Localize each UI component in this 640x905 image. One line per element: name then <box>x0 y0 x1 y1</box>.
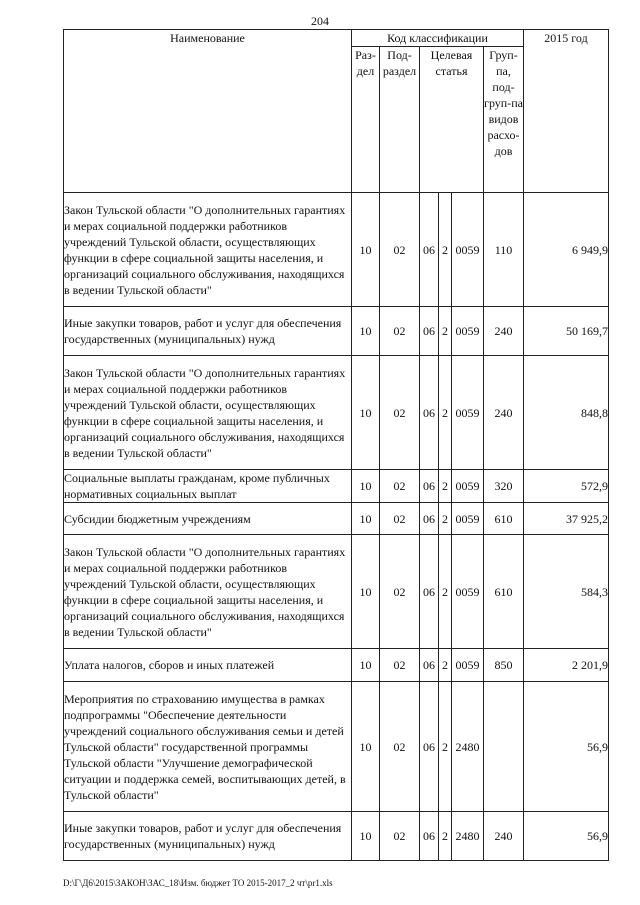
row-target-program: 06 <box>420 503 439 535</box>
row-target-code: 2480 <box>452 812 484 861</box>
row-subsection: 02 <box>380 812 420 861</box>
table-row <box>64 193 609 307</box>
row-expense-group: 320 <box>484 470 524 503</box>
row-target-code: 0059 <box>452 193 484 307</box>
page-number: 204 <box>311 14 329 28</box>
row-section: 10 <box>352 812 380 861</box>
row-name: Закон Тульской области "О дополнительных гарантиях и мерах социальной поддержки работников учреждений Тульской области, осуществляющих функции в сфере социальной защиты населения, и организаций социального обслуживания, находящихся в ведении Тульской области" <box>64 535 352 649</box>
row-subsection: 02 <box>380 503 420 535</box>
row-amount: 37 925,2 <box>524 503 609 535</box>
row-target-code: 0059 <box>452 356 484 470</box>
row-expense-group: 850 <box>484 649 524 682</box>
row-subsection: 02 <box>380 356 420 470</box>
row-amount: 50 169,7 <box>524 307 609 356</box>
row-target-code: 0059 <box>452 503 484 535</box>
header-year: 2015 год <box>524 30 609 193</box>
row-name: Закон Тульской области "О дополнительных гарантиях и мерах социальной поддержки работников учреждений Тульской области, осуществляющих функции в сфере социальной защиты населения, и организаций социального обслуживания, находящихся в ведении Тульской области" <box>64 193 352 307</box>
row-subsection: 02 <box>380 193 420 307</box>
row-amount: 56,9 <box>524 682 609 812</box>
header-subsection: Под-раздел <box>380 47 420 193</box>
header-name: Наименование <box>64 30 352 193</box>
row-subsection: 02 <box>380 649 420 682</box>
row-expense-group: 240 <box>484 307 524 356</box>
row-section: 10 <box>352 193 380 307</box>
row-section: 10 <box>352 649 380 682</box>
row-subsection: 02 <box>380 682 420 812</box>
row-target-code: 0059 <box>452 649 484 682</box>
row-target-program: 06 <box>420 682 439 812</box>
row-amount: 848,8 <box>524 356 609 470</box>
row-target-program: 06 <box>420 535 439 649</box>
row-target-code: 0059 <box>452 470 484 503</box>
header-section: Раз-дел <box>352 47 380 193</box>
header-classification: Код классификации <box>352 30 524 47</box>
table-row <box>64 503 609 535</box>
row-target-subprogram: 2 <box>439 535 452 649</box>
file-path-footer: D:\Г\Д6\2015\ЗАКОН\ЗАС_18\Изм. бюджет ТО 2015-2017_2 чт\pr1.xls <box>63 878 333 888</box>
row-target-subprogram: 2 <box>439 503 452 535</box>
row-target-subprogram: 2 <box>439 812 452 861</box>
row-name: Социальные выплаты гражданам, кроме публичных нормативных социальных выплат <box>64 470 352 503</box>
row-target-subprogram: 2 <box>439 649 452 682</box>
budget-table <box>63 29 609 861</box>
row-target-subprogram: 2 <box>439 682 452 812</box>
row-target-code: 0059 <box>452 307 484 356</box>
row-target-code: 0059 <box>452 535 484 649</box>
row-name: Субсидии бюджетным учреждениям <box>64 503 352 535</box>
row-amount: 2 201,9 <box>524 649 609 682</box>
row-section: 10 <box>352 682 380 812</box>
row-amount: 572,9 <box>524 470 609 503</box>
row-target-code: 2480 <box>452 682 484 812</box>
row-target-subprogram: 2 <box>439 193 452 307</box>
row-name: Закон Тульской области "О дополнительных гарантиях и мерах социальной поддержки работников учреждений Тульской области, осуществляющих функции в сфере социальной защиты населения, и организаций социального обслуживания, находящихся в ведении Тульской области" <box>64 356 352 470</box>
row-target-subprogram: 2 <box>439 307 452 356</box>
row-name: Уплата налогов, сборов и иных платежей <box>64 649 352 682</box>
row-name: Иные закупки товаров, работ и услуг для обеспечения государственных (муниципальных) нужд <box>64 812 352 861</box>
table-row <box>64 812 609 861</box>
row-expense-group: 610 <box>484 535 524 649</box>
row-amount: 584,3 <box>524 535 609 649</box>
table-row <box>64 535 609 649</box>
header-target-article: Целевая статья <box>420 47 484 193</box>
table-row <box>64 470 609 503</box>
row-name: Иные закупки товаров, работ и услуг для обеспечения государственных (муниципальных) нужд <box>64 307 352 356</box>
row-name: Мероприятия по страхованию имущества в рамках подпрограммы "Обеспечение деятельности учреждений социального обслуживания семьи и детей Тульской области" государственной программы Тульской области "Улучшение демографической ситуации и поддержка семей, воспитывающих детей, в Тульской области" <box>64 682 352 812</box>
row-target-subprogram: 2 <box>439 356 452 470</box>
row-target-program: 06 <box>420 356 439 470</box>
row-subsection: 02 <box>380 307 420 356</box>
row-section: 10 <box>352 535 380 649</box>
row-subsection: 02 <box>380 535 420 649</box>
row-target-program: 06 <box>420 649 439 682</box>
row-expense-group: 610 <box>484 503 524 535</box>
row-section: 10 <box>352 503 380 535</box>
row-target-program: 06 <box>420 470 439 503</box>
row-section: 10 <box>352 470 380 503</box>
row-expense-group: 110 <box>484 193 524 307</box>
row-expense-group: 240 <box>484 812 524 861</box>
row-target-subprogram: 2 <box>439 470 452 503</box>
header-expense-group: Груп-па, под-груп-па видов расхо-дов <box>484 47 524 193</box>
table-row <box>64 649 609 682</box>
row-target-program: 06 <box>420 193 439 307</box>
table-row <box>64 307 609 356</box>
row-subsection: 02 <box>380 470 420 503</box>
row-amount: 6 949,9 <box>524 193 609 307</box>
row-target-program: 06 <box>420 812 439 861</box>
row-target-program: 06 <box>420 307 439 356</box>
row-expense-group <box>484 682 524 812</box>
table-row <box>64 356 609 470</box>
row-section: 10 <box>352 356 380 470</box>
row-section: 10 <box>352 307 380 356</box>
table-row <box>64 682 609 812</box>
row-expense-group: 240 <box>484 356 524 470</box>
row-amount: 56,9 <box>524 812 609 861</box>
